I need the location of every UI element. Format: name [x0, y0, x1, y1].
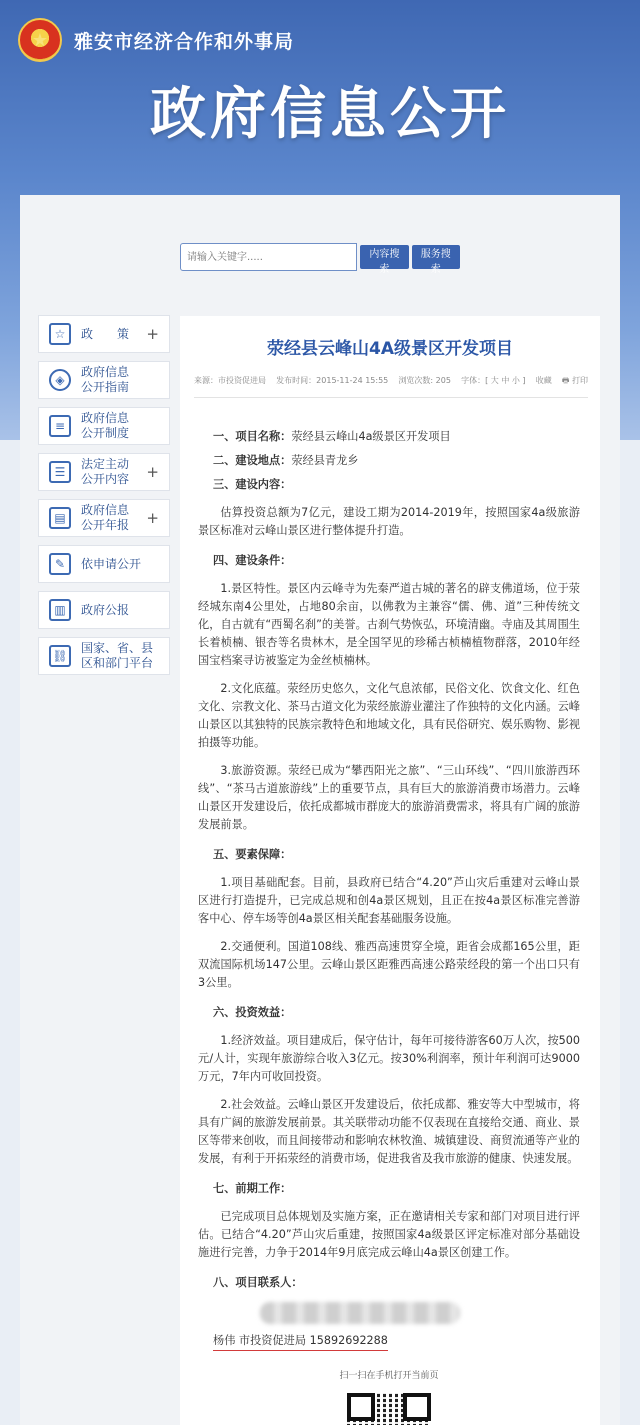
article-title: 荥经县云峰山4A级景区开发项目 [267, 339, 513, 359]
expand-plus-icon[interactable]: + [146, 325, 159, 343]
expand-plus-icon[interactable]: + [146, 509, 159, 527]
sidebar-item-system[interactable] [38, 407, 170, 445]
section-1 [213, 428, 580, 446]
content-search-button[interactable]: 内容搜索 [360, 245, 408, 269]
article [180, 316, 600, 1425]
sidebar-item-statutory[interactable] [38, 453, 170, 491]
section-label: 二、建设地点： [213, 454, 292, 467]
section-2 [213, 452, 580, 470]
contact-info: 杨伟 市投资促进局 15892692288 [213, 1332, 388, 1351]
sidebar-item-annual-report[interactable] [38, 499, 170, 537]
favorite-link[interactable]: 收藏 [535, 376, 552, 385]
paragraph: 1.项目基础配套。目前，县政府已结合“4.20”芦山灾后重建对云峰山景区进行打造提升，已完成总规和创4a景区规划，且正在按4a景区标准完善游客中心、停车场等创4a景区相关配套基础服务设施。 [198, 876, 580, 925]
search-input[interactable] [180, 243, 357, 271]
list-icon: ≡ [49, 415, 71, 437]
sidebar-item-label: 政府公报 [81, 602, 130, 617]
redacted-contact [260, 1302, 460, 1324]
sidebar-item-gazette[interactable] [38, 591, 170, 629]
page-title: 政府信息公开 [150, 82, 510, 147]
sidebar-item-apply[interactable] [38, 545, 170, 583]
paragraph: 3.旅游资源。荥经已成为“攀西阳光之旅”、“三山环线”、“四川旅游西环线”、“茶马古道旅游线”上的重要节点，具有巨大的旅游消费市场潜力。云峰山景区开发建设后，依托成都城市群庞大的旅游消费需求，将具有广阔的旅游发展前景。 [198, 764, 580, 831]
compass-icon: ◈ [49, 369, 71, 391]
qr-label: 扫一扫在手机打开当前页 [339, 1371, 439, 1381]
doc-edit-icon: ✎ [49, 553, 71, 575]
expand-plus-icon[interactable]: + [146, 463, 159, 481]
sidebar-item-label: 政府信息 公开指南 [81, 365, 130, 394]
meta-published: 发布时间：2015-11-24 15:55 [276, 376, 389, 385]
doc-report-icon: ▤ [49, 507, 71, 529]
paragraph: 已完成项目总体规划及实施方案，正在邀请相关专家和部门对项目进行评估。已结合“4.20”芦山灾后重建，按照国家4a级景区评定标准对部分基础设施进行完善，力争于2014年9月底完成云峰山4a景区创建工作。 [198, 1210, 580, 1259]
paragraph: 1.经济效益。项目建成后，保守估计，每年可接待游客60万人次，按500元/人计，实现年旅游综合收入3亿元。按30%利润率，预计年利润可达9000万元，7年内可收回投资。 [198, 1034, 580, 1083]
sidebar-item-label: 政府信息 公开制度 [81, 411, 130, 440]
section-heading: 三、建设内容： [213, 478, 292, 491]
sidebar [38, 315, 170, 683]
sidebar-item-guide[interactable] [38, 361, 170, 399]
section-value: 荥经县云峰山4a级景区开发项目 [291, 430, 451, 443]
paragraph: 2.社会效益。云峰山景区开发建设后，依托成都、雅安等大中型城市，将具有广阔的旅游发展前景。其关联带动功能不仅表现在直接给交通、商业、景区等带来创收，而且间接带动和影响农林牧渔、城镇建设、商贸流通等产业的发展，有利于开拓荥经的消费市场，促进我省及我市旅游的健康、快速发展。 [198, 1098, 580, 1165]
doc-text-icon: ☰ [49, 461, 71, 483]
document-star-icon: ☆ [49, 323, 71, 345]
book-icon: ▥ [49, 599, 71, 621]
section-heading: 八、项目联系人： [213, 1276, 303, 1289]
service-search-button[interactable]: 服务搜索 [412, 245, 460, 269]
meta-source: 来源：市投资促进局 [194, 376, 266, 385]
section-heading: 七、前期工作： [213, 1182, 292, 1195]
paragraph: 2.交通便利。国道108线、雅西高速贯穿全境，距省会成都165公里，距双流国际机场147公里。云峰山景区距雅西高速公路荥经段的第一个出口只有3公里。 [198, 940, 580, 989]
sidebar-item-label: 国家、省、县 区和部门平台 [81, 641, 154, 670]
section-heading: 四、建设条件： [213, 554, 292, 567]
article-body [180, 398, 600, 1425]
national-emblem-icon: ★ [18, 18, 62, 62]
sidebar-item-platforms[interactable] [38, 637, 170, 675]
article-meta [194, 375, 588, 398]
sidebar-item-label: 政 策 [81, 326, 130, 341]
print-label: 打印 [572, 376, 588, 385]
print-link[interactable]: 🖶 打印 [561, 376, 588, 385]
paragraph: 估算投资总额为7亿元，建设工期为2014-2019年，按照国家4a级旅游景区标准对云峰山景区进行整体提升打造。 [198, 506, 580, 537]
header-org [18, 18, 294, 62]
qr-code [347, 1393, 431, 1425]
section-heading: 六、投资效益： [213, 1006, 292, 1019]
section-value: 荥经县青龙乡 [291, 454, 359, 467]
org-name: 雅安市经济合作和外事局 [74, 30, 295, 53]
sidebar-item-label: 政府信息 公开年报 [81, 503, 130, 532]
sidebar-item-label: 依申请公开 [81, 556, 142, 571]
font-size-switch[interactable]: 字体：[ 大 中 小 ] [461, 376, 526, 385]
paragraph: 1.景区特性。景区内云峰寺为先秦严道古城的著名的辟支佛道场，位于荥经城东南4公里处，占地80余亩，以佛教为主兼容“儒、佛、道”三种传统文化，自古就有“西蜀名刹”的美誉。古刹气势恢弘，环境清幽。寺庙及其周围生长着桢楠、银杏等名贵林木，是全国罕见的珍稀古桢楠植物群落，2010年经国宝档案寻访被鉴定为金丝桢楠林。 [198, 582, 580, 667]
search-bar [180, 243, 460, 275]
section-label: 一、项目名称： [213, 430, 292, 443]
link-icon: ⛓ [49, 645, 71, 667]
section-heading: 五、要素保障： [213, 848, 292, 861]
meta-views: 浏览次数: 205 [398, 376, 451, 385]
sidebar-item-label: 法定主动 公开内容 [81, 457, 130, 486]
sidebar-item-policy[interactable] [38, 315, 170, 353]
paragraph: 2.文化底蕴。荥经历史悠久，文化气息浓郁，民俗文化、饮食文化、红色文化、宗教文化、茶马古道文化为荥经旅游业灌注了作独特的文化内涵。云峰山景区以其独特的民族宗教特色和地域文化，具有民俗研究、娱乐购物、影视拍摄等功能。 [198, 682, 580, 749]
